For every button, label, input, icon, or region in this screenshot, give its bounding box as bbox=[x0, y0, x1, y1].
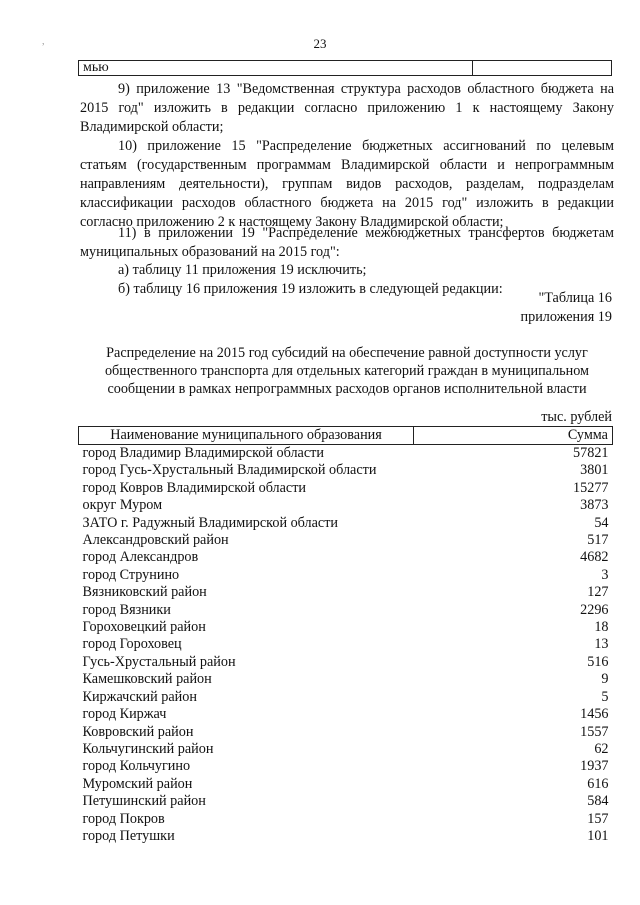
amount-value: 127 bbox=[587, 584, 609, 601]
amount-value: 3801 bbox=[580, 462, 609, 479]
table-title: Распределение на 2015 год субсидий на обеспечение равной доступности услуг общественного транспорта для отдельных категорий граждан в муниципальном сообщении в рамках непрограммных расходов органов исполнительной власти bbox=[104, 345, 590, 397]
amount-value: 1937 bbox=[580, 758, 609, 775]
table-row bbox=[79, 445, 613, 463]
municipality-name: Вязниковский район bbox=[82, 584, 207, 601]
municipality-name: Гороховецкий район bbox=[82, 619, 206, 636]
table-row bbox=[79, 619, 613, 636]
table-row bbox=[79, 724, 613, 741]
municipality-name: город Петушки bbox=[82, 827, 175, 844]
municipality-name: город Кольчугино bbox=[82, 758, 191, 775]
municipality-name: Киржачский район bbox=[82, 688, 197, 705]
amount-value: 584 bbox=[587, 793, 609, 810]
item-a: а) таблицу 11 приложения 19 исключить; bbox=[118, 262, 367, 278]
continued-table-row bbox=[78, 60, 612, 76]
table-row bbox=[79, 636, 613, 653]
table-row bbox=[79, 758, 613, 775]
amount-value: 157 bbox=[587, 810, 609, 827]
municipality-name: Гусь-Хрустальный район bbox=[82, 653, 236, 670]
units-label: тыс. рублей bbox=[541, 409, 612, 425]
paragraph-9: 9) приложение 13 "Ведомственная структура расходов областного бюджета на 2015 год" изложить в редакции согласно приложению 1 к настоящему Закону Владимирской области; bbox=[80, 81, 614, 135]
municipality-name: город Вязники bbox=[82, 601, 171, 618]
table-row bbox=[79, 567, 613, 584]
amount-value: 15277 bbox=[573, 479, 609, 496]
page-number: 23 bbox=[313, 36, 327, 51]
table-row bbox=[79, 480, 613, 497]
amount-value: 616 bbox=[587, 775, 609, 792]
municipality-name: город Александров bbox=[82, 549, 199, 566]
amount-value: 1456 bbox=[580, 706, 609, 723]
municipality-name: город Ковров Владимирской области bbox=[82, 479, 307, 496]
continued-cell-text: мью bbox=[83, 60, 109, 75]
municipality-name: город Киржач bbox=[82, 706, 167, 723]
municipality-name: Ковровский район bbox=[82, 723, 194, 740]
municipality-name: Александровский район bbox=[82, 532, 229, 549]
table-row bbox=[79, 497, 613, 514]
table-row bbox=[79, 654, 613, 671]
amount-value: 13 bbox=[594, 636, 609, 653]
table-row bbox=[79, 462, 613, 479]
amount-value: 1557 bbox=[580, 723, 609, 740]
table-row bbox=[79, 828, 613, 845]
municipality-name: округ Муром bbox=[82, 497, 163, 514]
paragraph-10: 10) приложение 15 "Распределение бюджетных ассигнований по целевым статьям (государственным программам Владимирской области и непрограммным направлениям деятельности), группам видов расходов, разделам, подразделам классификации расходов областного бюджета на 2015 год" изложить в редакции согласно приложению 2 к настоящему Закону Владимирской области; bbox=[80, 138, 614, 230]
subsidy-table bbox=[78, 426, 613, 845]
municipality-name: Петушинский район bbox=[82, 793, 206, 810]
amount-value: 4682 bbox=[580, 549, 609, 566]
municipality-name: город Покров bbox=[82, 810, 165, 827]
municipality-name: Кольчугинский район bbox=[82, 740, 214, 757]
table-row bbox=[79, 515, 613, 532]
amount-value: 3 bbox=[601, 566, 609, 583]
amount-value: 54 bbox=[594, 514, 609, 531]
table-ref-line1: "Таблица 16 bbox=[538, 290, 612, 306]
municipality-name: город Гусь-Хрустальный Владимирской области bbox=[82, 462, 377, 479]
amount-value: 5 bbox=[601, 688, 609, 705]
header-sum: Сумма bbox=[414, 427, 613, 445]
municipality-name: город Владимир Владимирской области bbox=[82, 445, 324, 461]
margin-mark: , bbox=[42, 36, 45, 47]
table-row bbox=[79, 584, 613, 601]
table-row bbox=[79, 793, 613, 810]
municipality-name: ЗАТО г. Радужный Владимирской области bbox=[82, 514, 339, 531]
table-row bbox=[79, 689, 613, 706]
amount-value: 101 bbox=[587, 827, 609, 844]
amount-value: 18 bbox=[594, 619, 609, 636]
amount-value: 2296 bbox=[580, 601, 609, 618]
table-ref-line2: приложения 19 bbox=[520, 309, 612, 325]
table-row bbox=[79, 532, 613, 549]
amount-value: 62 bbox=[594, 740, 609, 757]
amount-value: 516 bbox=[587, 653, 609, 670]
paragraph-11: 11) в приложении 19 "Распределение межбюджетных трансфертов бюджетам муниципальных образований на 2015 год": bbox=[80, 225, 614, 260]
table-row bbox=[79, 776, 613, 793]
municipality-name: Камешковский район bbox=[82, 671, 212, 688]
amount-value: 3873 bbox=[580, 497, 609, 514]
table-row bbox=[79, 671, 613, 688]
cell-divider bbox=[472, 61, 473, 75]
municipality-name: город Гороховец bbox=[82, 636, 182, 653]
amount-value: 517 bbox=[587, 532, 609, 549]
table-row bbox=[79, 811, 613, 828]
table-row bbox=[79, 741, 613, 758]
municipality-name: город Струнино bbox=[82, 566, 180, 583]
header-name: Наименование муниципального образования bbox=[79, 427, 414, 445]
item-b: б) таблицу 16 приложения 19 изложить в следующей редакции: bbox=[118, 281, 503, 297]
amount-value: 9 bbox=[601, 671, 609, 688]
table-row bbox=[79, 549, 613, 566]
table-header-row bbox=[79, 427, 613, 445]
table-row bbox=[79, 706, 613, 723]
municipality-name: Муромский район bbox=[82, 775, 193, 792]
amount-value: 57821 bbox=[573, 445, 609, 461]
table-row bbox=[79, 602, 613, 619]
